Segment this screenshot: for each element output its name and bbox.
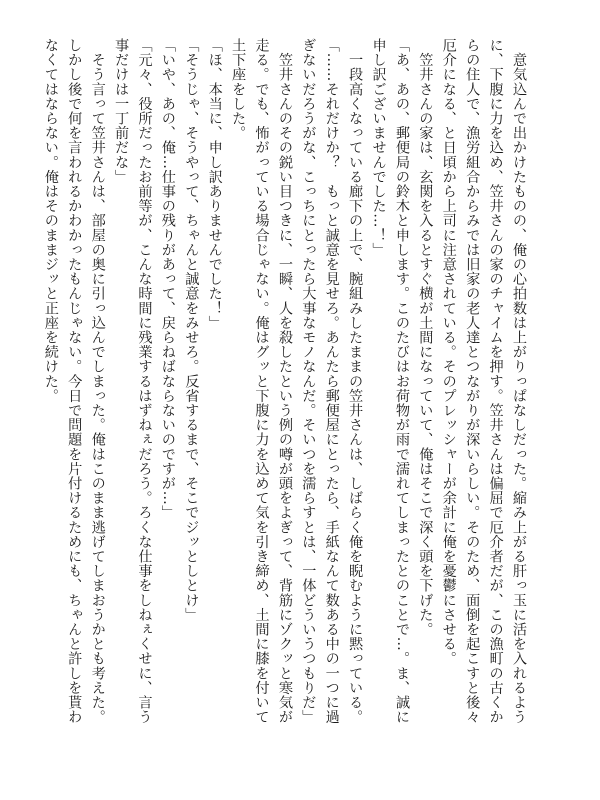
dialogue-suzuki-3: 「いや、あの、俺…仕事の残りがあって、戻らねばならないのですが…」 bbox=[159, 38, 176, 520]
paragraph-narration-5: そう言って笠井さんは、部屋の奥に引っ込んでしまった。俺はこのまま逃げてしまおうかとも考えた。しかし後で何を言われるかわかったもんじゃない。今日で問題を片付けるためにも、ちゃんと許しを貰わなくてはならない。俺はそのままジッと正座を続けた。 bbox=[42, 38, 106, 725]
paragraph-narration-2: 笠井さんの家は、玄関を入るとすぐ横が土間になっていて、俺はそこで深く頭を下げた。 bbox=[417, 38, 434, 637]
paragraph-narration-4: 笠井さんのその鋭い目つきに、一瞬、人を殺したという例の噂が頭をよぎって、背筋にゾクッと寒気が走る。でも、怖がっている場合じゃない。俺はグッと下腹に力を込めて気を引き締め、土間に膝を付いて土下座をした。 bbox=[230, 38, 293, 725]
paragraph-narration-3: 一段高くなっている廊下の上で、腕組みしたままの笠井さんは、しばらく俺を睨むように黙っている。 bbox=[347, 38, 364, 725]
vertical-text-body bbox=[42, 38, 530, 738]
dialogue-kasai-1: 「……それだけか？ もっと誠意を見せろ。あんたら郵便屋にとったら、手紙なんて数ある中の一つに過ぎないだろうがな、こっちにとったら大事なモノなんだ。そいつを濡らすとは、一体どういうつもりだ」 bbox=[300, 38, 340, 725]
dialogue-kasai-3: 「元々、役所だったお前等が、こんな時間に残業するはずねぇだろう。ろくな仕事をしねぇくせに、言う事だけは一丁前だな」 bbox=[113, 38, 153, 725]
dialogue-suzuki-2: 「ほ、本当に、申し訳ありませんでした！」 bbox=[206, 38, 223, 330]
dialogue-suzuki-apology: 「あ、あの、郵便局の鈴木と申します。このたびはお荷物が雨で濡れてしまったとのことで…。ま、誠に申し訳ございませんでした…！」 bbox=[370, 38, 410, 725]
dialogue-kasai-2: 「そうじゃ、そうやって、ちゃんと誠意をみせろ。反省するまで、そこでジッとしとけ」 bbox=[183, 38, 200, 622]
paragraph-narration-1: 意気込んで出かけたものの、俺の心拍数は上がりっぱなしだった。縮み上がる肝っ玉に活を入れるように、下腹に力を込め、笠井さんの家のチャイムを押す。笠井さんは偏屈で厄介者だが、この漁町の古くからの住人で、漁労組合からみでは旧家の老人達とつながりが深いらしい。そのため、面倒を起こすと後々厄介になる、と日頃から上司に注意されている。そのプレッシャーが余計に俺を憂鬱にさせる。 bbox=[440, 38, 527, 725]
